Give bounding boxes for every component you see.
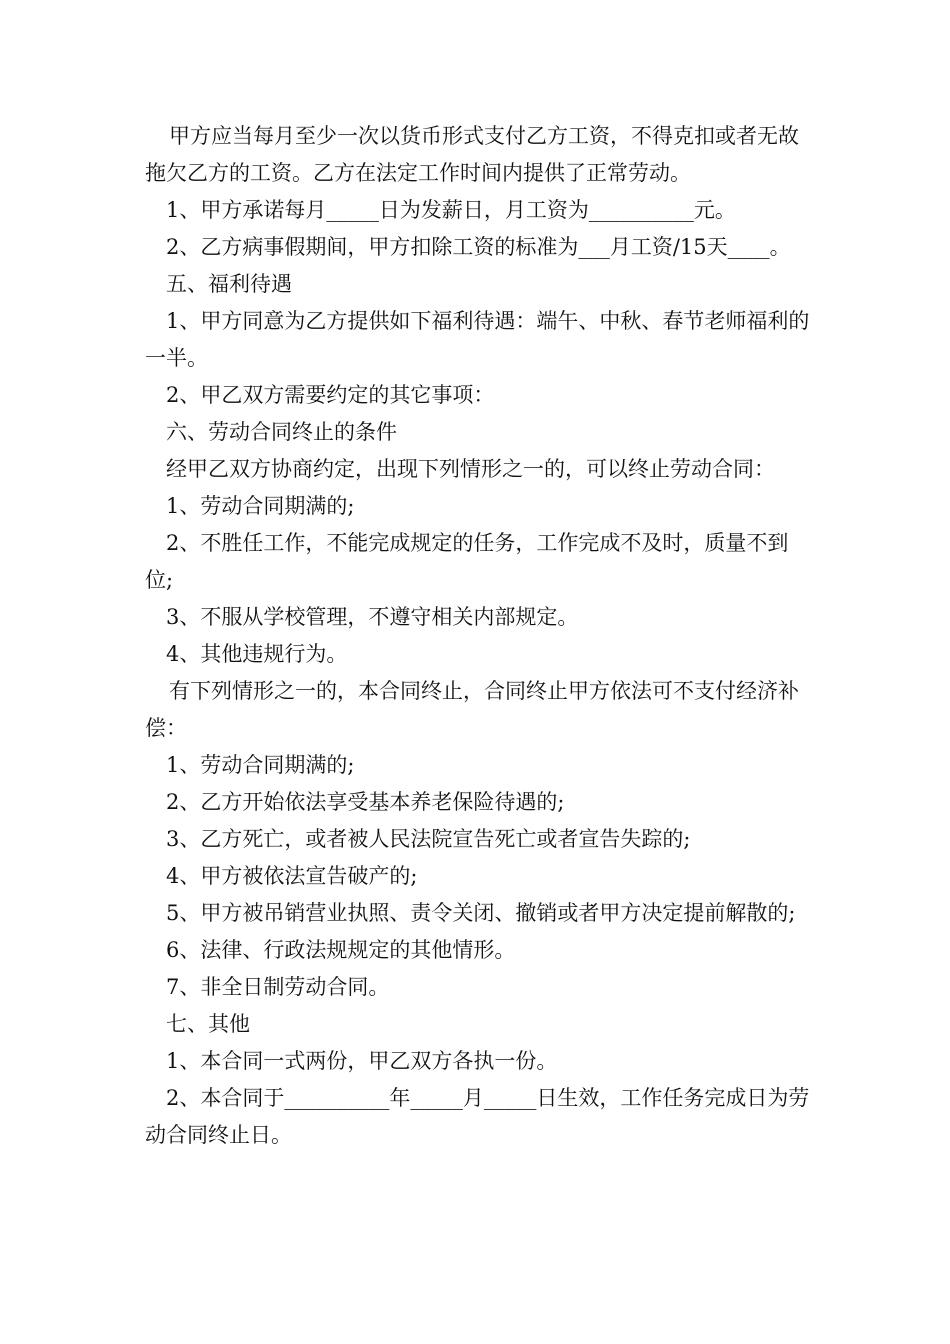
section-heading-termination: 六、劳动合同终止的条件 xyxy=(166,420,397,444)
list-item-termination-3: 3、不服从学校管理，不遵守相关内部规定。 xyxy=(166,605,579,629)
paragraph-payday: 1、甲方承诺每月_____日为发薪日，月工资为__________元。 xyxy=(166,198,736,222)
list-item-end-1: 1、劳动合同期满的; xyxy=(166,753,355,777)
paragraph-wage-payment: 甲方应当每月至少一次以货币形式支付乙方工资，不得克扣或者无故拖欠乙方的工资。乙方在法定工作时间内提供了正常劳动。 xyxy=(145,124,799,185)
paragraph-contract-end-intro: 有下列情形之一的，本合同终止，合同终止甲方依法可不支付经济补偿： xyxy=(145,679,799,740)
section-heading-other: 七、其他 xyxy=(166,1012,250,1036)
document-body xyxy=(145,118,815,1154)
paragraph-leave-deduction: 2、乙方病事假期间，甲方扣除工资的标准为___月工资/15天____。 xyxy=(166,235,791,259)
list-item-end-6: 6、法律、行政法规规定的其他情形。 xyxy=(166,938,516,962)
list-item-end-7: 7、非全日制劳动合同。 xyxy=(166,975,390,999)
paragraph-benefits: 1、甲方同意为乙方提供如下福利待遇：端午、中秋、春节老师福利的一半。 xyxy=(145,309,810,370)
list-item-end-3: 3、乙方死亡，或者被人民法院宣告死亡或者宣告失踪的; xyxy=(166,827,691,851)
paragraph-other-matters: 2、甲乙双方需要约定的其它事项： xyxy=(166,383,495,407)
list-item-other-1: 1、本合同一式两份，甲乙双方各执一份。 xyxy=(166,1049,558,1073)
list-item-end-2: 2、乙方开始依法享受基本养老保险待遇的; xyxy=(166,790,565,814)
list-item-termination-4: 4、其他违规行为。 xyxy=(166,642,348,666)
list-item-termination-1: 1、劳动合同期满的; xyxy=(166,494,355,518)
list-item-other-2: 2、本合同于__________年_____月_____日生效，工作任务完成日为劳动合同终止日。 xyxy=(145,1086,810,1147)
list-item-end-5: 5、甲方被吊销营业执照、责令关闭、撤销或者甲方决定提前解散的; xyxy=(166,901,796,925)
list-item-termination-2: 2、不胜任工作，不能完成规定的任务，工作完成不及时，质量不到位; xyxy=(145,531,789,592)
section-heading-benefits: 五、福利待遇 xyxy=(166,272,292,296)
paragraph-termination-intro: 经甲乙双方协商约定，出现下列情形之一的，可以终止劳动合同： xyxy=(166,457,775,481)
list-item-end-4: 4、甲方被依法宣告破产的; xyxy=(166,864,418,888)
